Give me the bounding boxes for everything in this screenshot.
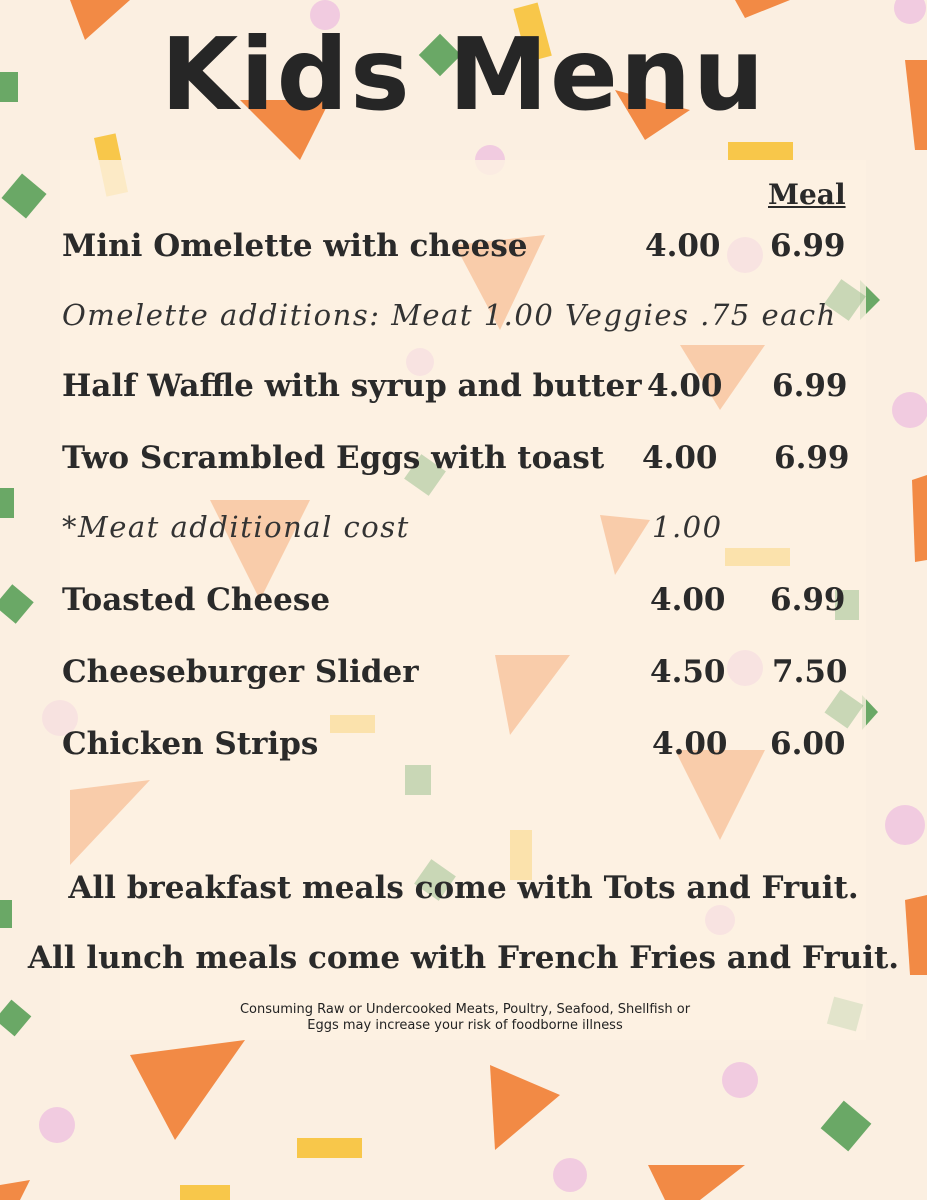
faint-triangle-shape [600,515,650,575]
omelette-additions-note: Omelette additions: Meat 1.00 Veggies .75 each [62,298,837,332]
item-meal-price: 7.50 [772,654,848,690]
item-meal-price: 6.99 [774,440,850,476]
menu-item [62,228,862,268]
item-name: Cheeseburger Slider [62,654,419,690]
faint-rect-shape [825,690,864,729]
item-meal-price: 6.99 [770,582,846,618]
page-title: Kids Menu [160,16,767,133]
item-price: 4.00 [652,726,728,762]
disclaimer-line: Eggs may increase your risk of foodborne illness [307,1018,623,1033]
lunch-sides-note: All lunch meals come with French Fries and Fruit. [27,940,900,976]
item-price: 4.00 [650,582,726,618]
item-meal-price: 6.99 [772,368,848,404]
item-price: 4.00 [645,228,721,264]
menu-item [62,726,862,766]
menu-item [62,654,862,694]
meat-additional-note: *Meat additional cost [62,510,410,544]
item-name: Chicken Strips [62,726,319,762]
faint-rect-shape [405,765,431,795]
item-meal-price: 6.00 [770,726,846,762]
breakfast-sides-note: All breakfast meals come with Tots and Fruit. [68,870,859,906]
item-meal-price: 6.99 [770,228,846,264]
food-safety-disclaimer [180,1002,750,1034]
meal-column-header: Meal [768,178,846,211]
item-name: Two Scrambled Eggs with toast [62,440,605,476]
disclaimer-line: Consuming Raw or Undercooked Meats, Poultry, Seafood, Shellfish or [239,1002,691,1017]
meat-additional-price: 1.00 [652,510,723,544]
item-name: Mini Omelette with cheese [62,228,528,264]
faint-rect-shape [725,548,790,566]
item-name: Half Waffle with syrup and butter [62,368,642,404]
item-price: 4.00 [647,368,723,404]
faint-triangle-shape [70,780,150,865]
item-price: 4.50 [650,654,726,690]
item-price: 4.00 [642,440,718,476]
menu-item [62,582,862,622]
menu-item [62,440,862,480]
item-name: Toasted Cheese [62,582,331,618]
menu-item [62,368,862,408]
faint-circle-shape [705,905,735,935]
